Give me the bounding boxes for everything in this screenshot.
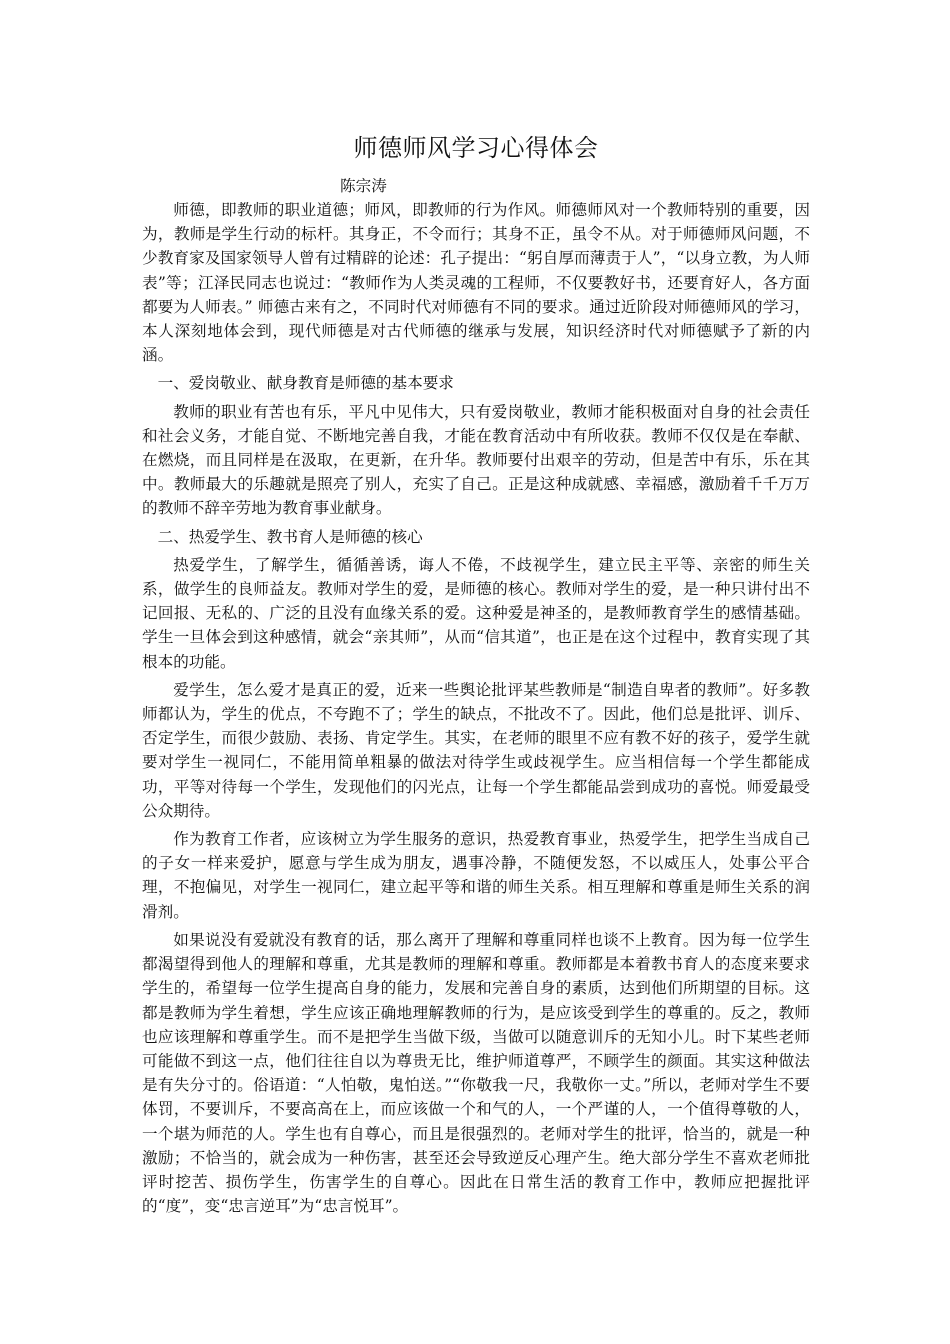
section-2-paragraph-1: 热爱学生，了解学生，循循善诱，诲人不倦，不歧视学生，建立民主平等、亲密的师生关系，做学生的良师益友。教师对学生的爱，是师德的核心。教师对学生的爱，是一种只讲付出不记回报、无私的、广泛的且没有血缘关系的爱。这种爱是神圣的，是教师教育学生的感情基础。学生一旦体会到这种感情，就会“亲其师”，从而“信其道”，也正是在这个过程中，教育实现了其根本的功能。 [142, 555, 810, 671]
section-1-heading: 一、爱岗敬业、献身教育是师德的基本要求 [157, 374, 454, 393]
section-2-paragraph-2: 爱学生，怎么爱才是真正的爱，近来一些舆论批评某些教师是“制造自卑者的教师”。好多教师都认为，学生的优点，不夸跑不了；学生的缺点，不批改不了。因此，他们总是批评、训斥、否定学生，而很少鼓励、表扬、肯定学生。其实，在老师的眼里不应有教不好的孩子，爱学生就要对学生一视同仁，不能用简单粗暴的做法对待学生或歧视学生。应当相信每一个学生都能成功，平等对待每一个学生，发现他们的闪光点，让每一个学生都能品尝到成功的喜悦。师爱最受公众期待。 [142, 680, 810, 820]
section-2-paragraph-3: 作为教育工作者，应该树立为学生服务的意识，热爱教育事业，热爱学生，把学生当成自己的子女一样来爱护，愿意与学生成为朋友，遇事冷静，不随便发怒，不以威压人，处事公平合理，不抱偏见，对学生一视同仁，建立起平等和谐的师生关系。相互理解和尊重是师生关系的润滑剂。 [142, 830, 810, 921]
section-2-paragraph-4: 如果说没有爱就没有教育的话，那么离开了理解和尊重同样也谈不上教育。因为每一位学生都渴望得到他人的理解和尊重，尤其是教师的理解和尊重。教师都是本着教书育人的态度来要求学生的，希望每一位学生提高自身的能力，发展和完善自身的素质，达到他们所期望的目标。这都是教师为学生着想，学生应该正确地理解教师的行为，是应该受到学生的尊重的。反之，教师也应该理解和尊重学生。而不是把学生当做下级，当做可以随意训斥的无知小儿。时下某些老师可能做不到这一点，他们往往自以为尊贵无比，维护师道尊严，不顾学生的颜面。其实这种做法是有失分寸的。俗语道：“人怕敬，鬼怕送。”“你敬我一尺，我敬你一丈。”所以，老师对学生不要体罚，不要训斥，不要高高在上，而应该做一个和气的人，一个严谨的人，一个值得尊敬的人，一个堪为师范的人。学生也有自尊心，而且是很强烈的。老师对学生的批评，恰当的，就是一种激励；不恰当的，就会成为一种伤害，甚至还会导致逆反心理产生。绝大部分学生不喜欢老师批评时挖苦、损伤学生，伤害学生的自尊心。因此在日常生活的教育工作中，教师应把握批评的“度”，变“忠言逆耳”为“忠言悦耳”。 [142, 930, 810, 1216]
intro-paragraph: 师德，即教师的职业道德；师风，即教师的行为作风。师德师风对一个教师特别的重要，因为，教师是学生行动的标杆。其身正，不令而行；其身不正，虽令不从。对于师德师风问题，不少教育家及国家领导人曾有过精辟的论述：孔子提出：“躬自厚而薄责于人”，“以身立教，为人师表”等；江泽民同志也说过：“教师作为人类灵魂的工程师，不仅要教好书，还要育好人，各方面都要为人师表。” 师德古来有之，不同时代对师德有不同的要求。通过近阶段对师德师风的学习，本人深刻地体会到，现代师德是对古代师德的继承与发展，知识经济时代对师德赋予了新的内涵。 [142, 201, 810, 365]
document-title: 师德师风学习心得体会 [353, 134, 599, 162]
section-2-heading: 二、热爱学生、教书育人是师德的核心 [157, 527, 423, 546]
document-author: 陈宗涛 [340, 177, 387, 195]
section-1-paragraph: 教师的职业有苦也有乐，平凡中见伟大，只有爱岗敬业，教师才能积极面对自身的社会责任和社会义务，才能自觉、不断地完善自我，才能在教育活动中有所收获。教师不仅仅是在奉献、在燃烧，而且同样是在汲取，在更新，在升华。教师要付出艰辛的劳动，但是苦中有乐，乐在其中。教师最大的乐趣就是照亮了别人，充实了自己。正是这种成就感、幸福感，激励着千千万万的教师不辞辛劳地为教育事业献身。 [142, 402, 810, 518]
document-page [142, 128, 810, 1218]
